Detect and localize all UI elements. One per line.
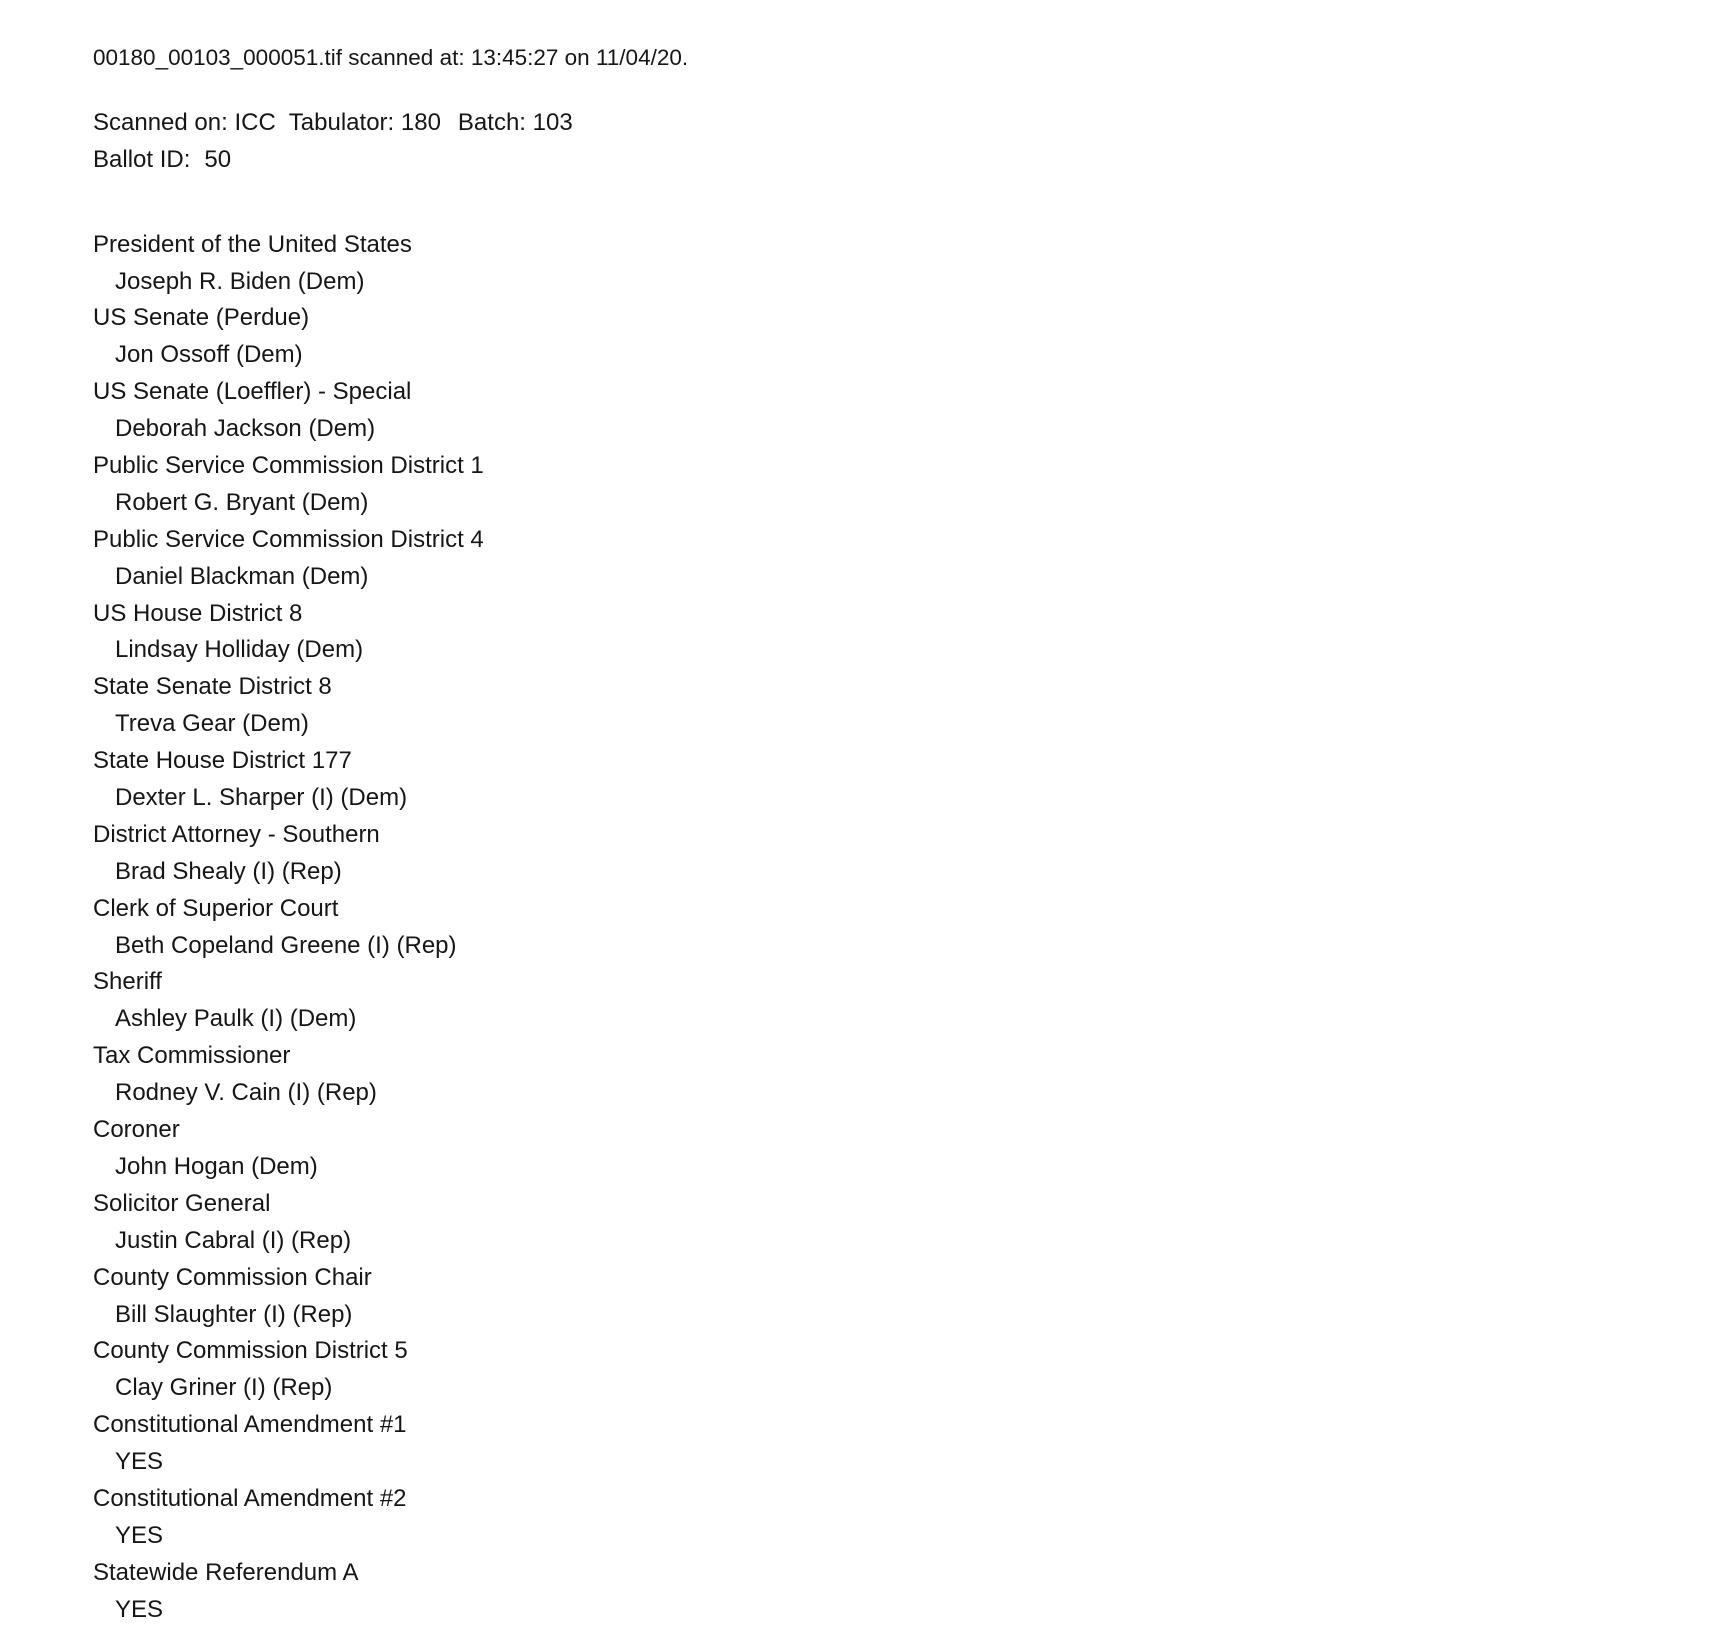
scanned-on-label: Scanned on: xyxy=(93,108,228,136)
contest-title: Constitutional Amendment #2 xyxy=(93,1484,407,1512)
contest-title: Clerk of Superior Court xyxy=(93,894,339,922)
blank-gap xyxy=(93,77,1651,105)
contest-title: Public Service Commission District 4 xyxy=(93,525,484,553)
ballot-id-line xyxy=(93,142,1651,179)
contest-title: Constitutional Amendment #1 xyxy=(93,1411,407,1439)
contest-choice: Beth Copeland Greene (I) (Rep) xyxy=(115,931,457,959)
contest-choice: Joseph R. Biden (Dem) xyxy=(115,267,365,295)
contest-title: District Attorney - Southern xyxy=(93,820,380,848)
contest-choice: YES xyxy=(115,1595,164,1623)
contest-choice: Bill Slaughter (I) (Rep) xyxy=(115,1300,353,1328)
contest-choice: Clay Griner (I) (Rep) xyxy=(115,1374,333,1402)
contest-title: President of the United States xyxy=(93,230,412,258)
scan-filename-line: 00180_00103_000051.tif scanned at: 13:45:27 on 11/04/20. xyxy=(93,45,689,70)
tabulator-value: 180 xyxy=(400,108,441,136)
contest-title: State Senate District 8 xyxy=(93,673,332,701)
contest-choice: YES xyxy=(115,1448,164,1476)
contest-choice: John Hogan (Dem) xyxy=(115,1152,318,1180)
contest-choice: Brad Shealy (I) (Rep) xyxy=(115,857,342,885)
contest-choice: YES xyxy=(115,1521,164,1549)
contest-title: US House District 8 xyxy=(93,599,303,627)
contest-choice: Daniel Blackman (Dem) xyxy=(115,562,369,590)
contest-title: US Senate (Loeffler) - Special xyxy=(93,378,412,406)
contest-title: Statewide Referendum A xyxy=(93,1558,359,1586)
contest-title: Public Service Commission District 1 xyxy=(93,452,484,480)
contest-list xyxy=(93,227,1651,1629)
contest-choice: Deborah Jackson (Dem) xyxy=(115,415,376,443)
contest-title: County Commission District 5 xyxy=(93,1337,408,1365)
contest-title: Solicitor General xyxy=(93,1189,271,1217)
contest-title: Sheriff xyxy=(93,968,162,996)
contest-choice: Robert G. Bryant (Dem) xyxy=(115,488,369,516)
batch-label: Batch: xyxy=(457,108,526,136)
contest-choice: Ashley Paulk (I) (Dem) xyxy=(115,1005,357,1033)
contest-title: County Commission Chair xyxy=(93,1263,372,1291)
contest-choice: Treva Gear (Dem) xyxy=(115,710,309,738)
contest-choice: Jon Ossoff (Dem) xyxy=(115,341,303,369)
contest-choice: Dexter L. Sharper (I) (Dem) xyxy=(115,784,408,812)
blank-gap xyxy=(93,179,1651,227)
contest-title: US Senate (Perdue) xyxy=(93,304,310,332)
contest-title: Coroner xyxy=(93,1116,180,1144)
contest-title: Tax Commissioner xyxy=(93,1042,291,1070)
contest-choice: Lindsay Holliday (Dem) xyxy=(115,636,364,664)
scan-meta-line xyxy=(93,105,1651,142)
tabulator-label: Tabulator: xyxy=(288,108,395,136)
contest-choice: Rodney V. Cain (I) (Rep) xyxy=(115,1079,377,1107)
ballot-id-value: 50 xyxy=(204,145,232,173)
scanned-on-value: ICC xyxy=(234,108,276,136)
contest-title: State House District 177 xyxy=(93,747,352,775)
contest-choice: Justin Cabral (I) (Rep) xyxy=(115,1226,352,1254)
batch-value: 103 xyxy=(532,108,573,136)
ballot-id-label: Ballot ID: xyxy=(93,145,191,173)
